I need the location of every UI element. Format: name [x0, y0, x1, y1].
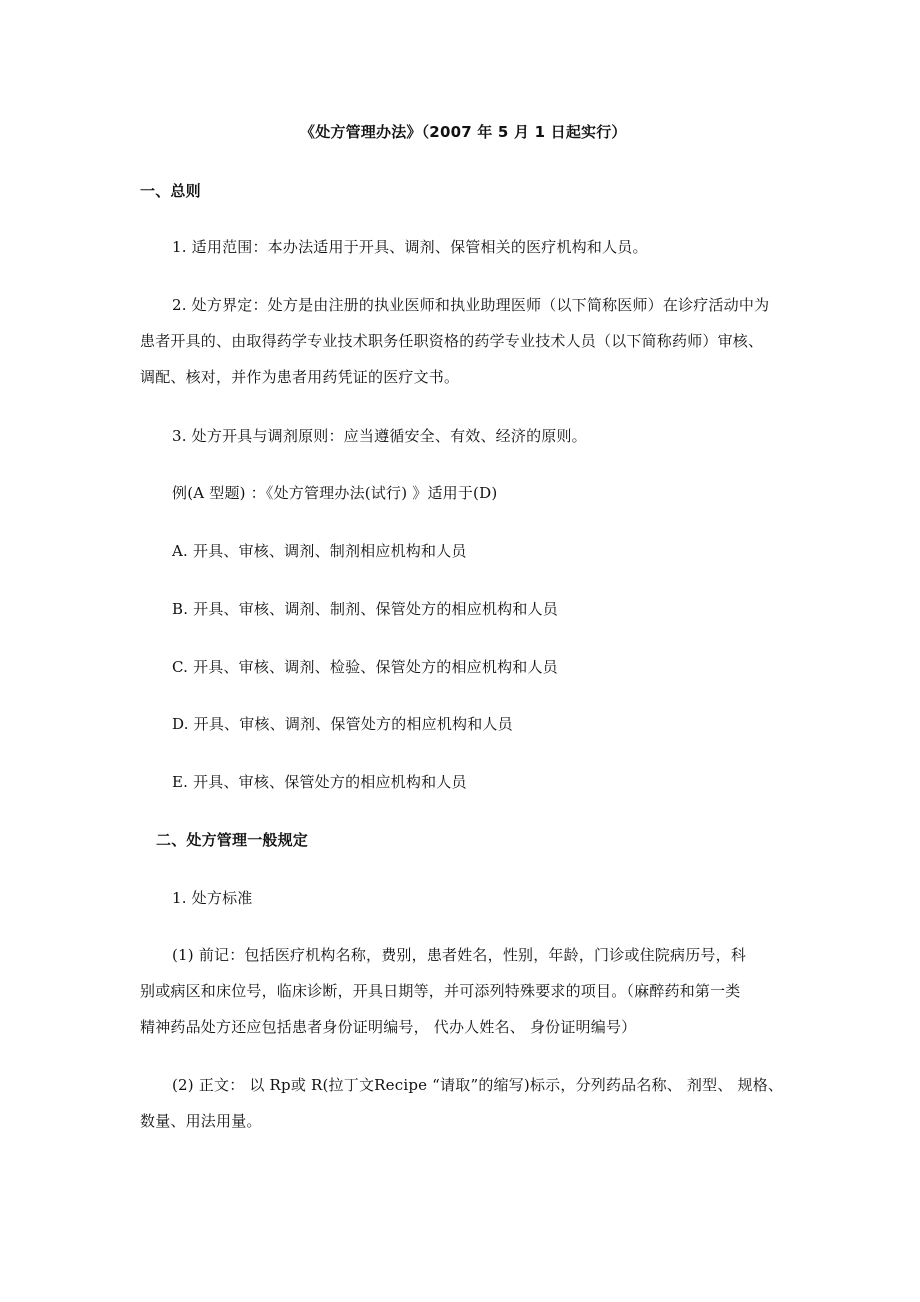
option-d: D. 开具、审核、调剂、保管处方的相应机构和人员: [172, 715, 513, 733]
example-question: 例(A 型题) ：《处方管理办法(试行) 》适用于(D): [172, 484, 498, 502]
option-a: A. 开具、审核、调剂、制剂相应机构和人员: [172, 542, 467, 560]
option-c: C. 开具、审核、调剂、检验、保管处方的相应机构和人员: [172, 658, 558, 676]
body-line-2: 数量、用法用量。: [140, 1112, 262, 1130]
scope-item: 1. 适用范围：本办法适用于开具、调剂、保管相关的医疗机构和人员。: [172, 238, 648, 256]
principle-item: 3. 处方开具与调剂原则：应当遵循安全、有效、经济的原则。: [172, 427, 587, 445]
preface-line-2: 别或病区和床位号，临床诊断，开具日期等，并可添列特殊要求的项目。（麻醉药和第一类: [140, 982, 741, 1000]
prescription-standard-item: 1. 处方标准: [172, 889, 253, 907]
option-b: B. 开具、审核、调剂、制剂、保管处方的相应机构和人员: [172, 600, 558, 618]
section-heading-general-rules: 二、处方管理一般规定: [156, 831, 309, 849]
preface-line-3: 精神药品处方还应包括患者身份证明编号， 代办人姓名、 身份证明编号）: [140, 1018, 637, 1036]
option-e: E. 开具、审核、保管处方的相应机构和人员: [172, 773, 467, 791]
definition-line-2: 患者开具的、由取得药学专业技术职务任职资格的药学专业技术人员（以下简称药师）审核、: [140, 332, 764, 350]
document-title: 《处方管理办法》（2007 年 5 月 1 日起实行）: [300, 123, 627, 141]
definition-line-1: 2. 处方界定：处方是由注册的执业医师和执业助理医师（以下简称医师）在诊疗活动中为: [172, 296, 770, 314]
preface-line-1: (1) 前记：包括医疗机构名称，费别，患者姓名，性别，年龄，门诊或住院病历号，科: [172, 946, 747, 964]
body-line-1: (2) 正文： 以 Rp或 R(拉丁文Recipe “请取”的缩写)标示，分列药品名称、 剂型、 规格、: [172, 1076, 784, 1094]
definition-line-3: 调配、核对，并作为患者用药凭证的医疗文书。: [140, 368, 460, 386]
section-heading-general: 一、总则: [140, 182, 201, 200]
